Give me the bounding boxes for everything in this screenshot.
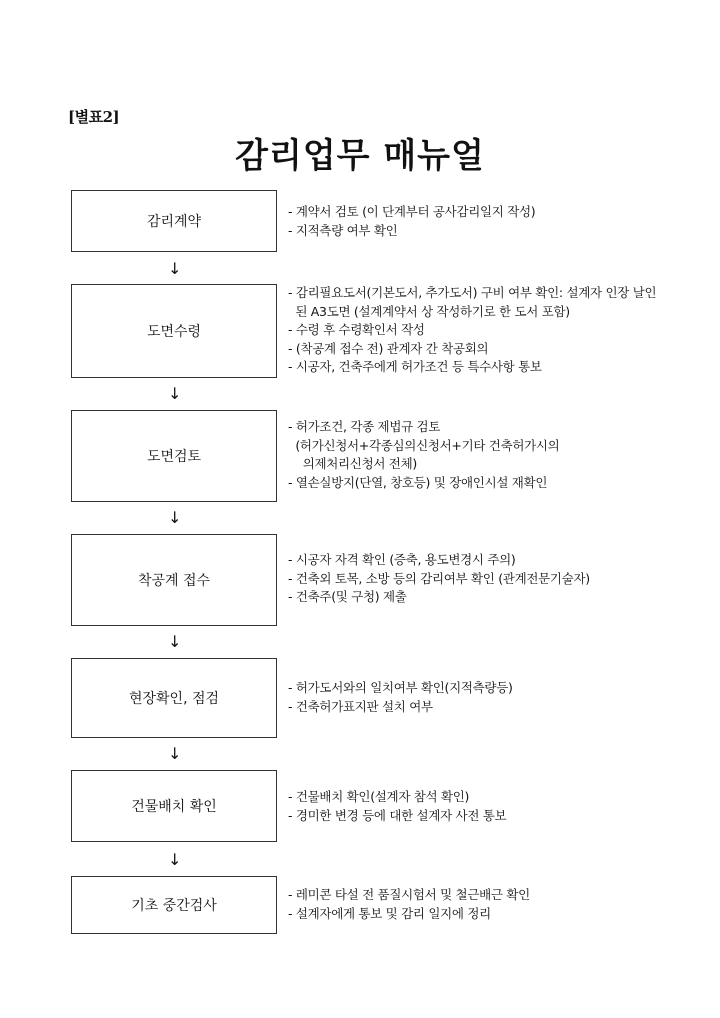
description-line: - 열손실방지(단열, 창호등) 및 장애인시설 재확인 bbox=[288, 474, 548, 490]
step-box-layout-check bbox=[71, 770, 277, 842]
step-box-drawing-receipt bbox=[71, 284, 277, 378]
description-line: - 시공자 자격 확인 (증축, 용도변경시 주의) bbox=[288, 552, 516, 567]
flow-arrow-icon: ↓ bbox=[168, 259, 182, 278]
step-label: 도면수령 bbox=[146, 324, 202, 340]
step-box-contract bbox=[71, 190, 277, 252]
page-title: 감리업무 매뉴얼 bbox=[235, 136, 485, 176]
flow-arrow-icon: ↓ bbox=[168, 632, 182, 651]
description-line: - 허가조건, 각종 제법규 검토 bbox=[288, 419, 441, 434]
step-label: 도면검토 bbox=[146, 449, 202, 465]
description-line: - 건축허가표지판 설치 여부 bbox=[288, 698, 433, 714]
description-line: - 지적측량 여부 확인 bbox=[288, 222, 398, 238]
description-line: 된 A3도면 (설계계약서 상 작성하기로 한 도서 포함) bbox=[288, 303, 570, 319]
description-line: 의제처리신청서 전체) bbox=[288, 456, 417, 471]
step-label: 기초 중간검사 bbox=[131, 898, 217, 914]
step-description-drawing-review bbox=[288, 418, 698, 492]
description-line: - (착공계 접수 전) 관계자 간 착공회의 bbox=[288, 340, 489, 356]
step-label: 착공계 접수 bbox=[137, 573, 211, 589]
description-line: - 수령 후 수령확인서 작성 bbox=[288, 322, 425, 337]
description-line: - 감리필요도서(기본도서, 추가도서) 구비 여부 확인: 설계자 인장 날인 bbox=[288, 285, 657, 300]
step-description-foundation-inspection bbox=[288, 886, 698, 923]
description-line: - 시공자, 건축주에게 허가조건 등 특수사항 통보 bbox=[288, 359, 542, 374]
step-box-foundation-inspection bbox=[71, 876, 277, 934]
step-description-site-inspection bbox=[288, 679, 698, 716]
description-line: - 건축주(및 구청) 제출 bbox=[288, 589, 407, 604]
description-line: - 레미콘 타설 전 품질시험서 및 철근배근 확인 bbox=[288, 887, 530, 902]
step-box-drawing-review bbox=[71, 410, 277, 502]
flow-arrow-icon: ↓ bbox=[168, 850, 182, 869]
description-line: (허가신청서+각종심의신청서+기타 건축허가시의 bbox=[288, 437, 560, 453]
appendix-tag: [별표2] bbox=[68, 108, 120, 126]
step-description-layout-check bbox=[288, 788, 698, 825]
description-line: - 건물배치 확인(설계자 참석 확인) bbox=[288, 789, 470, 804]
flow-arrow-icon: ↓ bbox=[168, 508, 182, 527]
description-line: - 계약서 검토 (이 단계부터 공사감리일지 작성) bbox=[288, 204, 536, 219]
step-description-construction-notice bbox=[288, 551, 698, 607]
description-line: - 건축외 토목, 소방 등의 감리여부 확인 (관계전문기술자) bbox=[288, 570, 590, 586]
step-label: 감리계약 bbox=[146, 214, 202, 230]
step-box-construction-notice bbox=[71, 534, 277, 626]
description-line: - 허가도서와의 일치여부 확인(지적측량등) bbox=[288, 680, 513, 695]
flow-arrow-icon: ↓ bbox=[168, 384, 182, 403]
step-box-site-inspection bbox=[71, 658, 277, 738]
description-line: - 설계자에게 통보 및 감리 일지에 정리 bbox=[288, 905, 491, 921]
step-label: 현장확인, 점검 bbox=[128, 691, 220, 707]
step-description-drawing-receipt bbox=[288, 284, 698, 377]
flow-arrow-icon: ↓ bbox=[168, 744, 182, 763]
step-label: 건물배치 확인 bbox=[131, 799, 217, 815]
step-description-contract bbox=[288, 203, 698, 240]
description-line: - 경미한 변경 등에 대한 설계자 사전 통보 bbox=[288, 807, 507, 823]
